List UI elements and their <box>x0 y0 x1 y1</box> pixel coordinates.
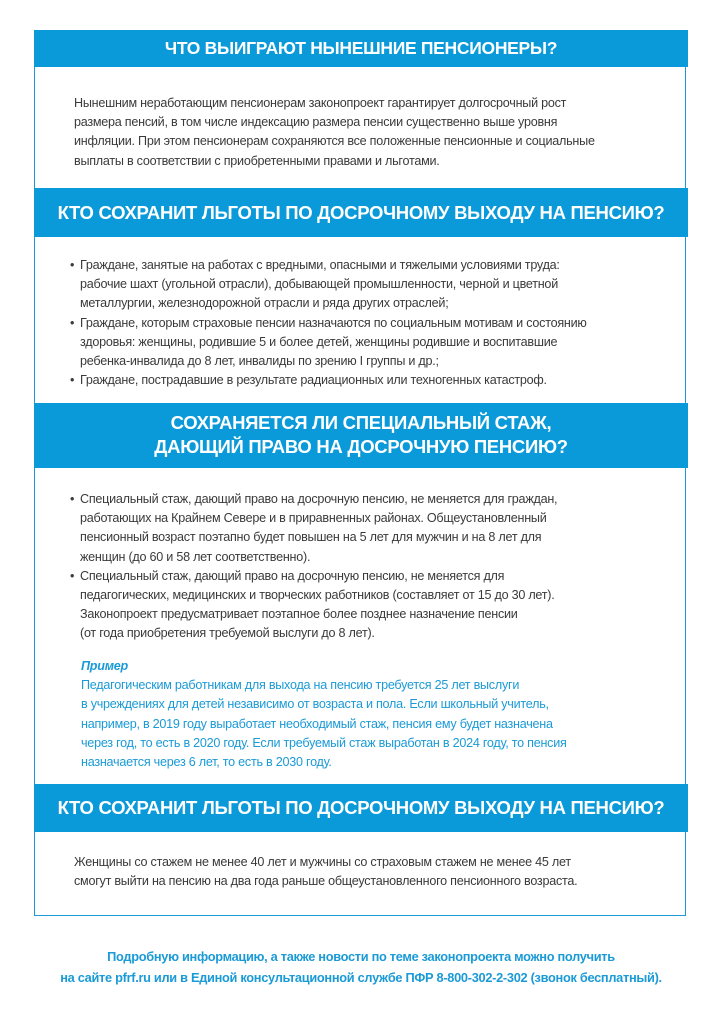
list-item <box>70 490 670 567</box>
text-line: рабочие шахт (угольной отрасли), добывающей промышленности, черной и цветной <box>80 277 558 292</box>
text-line: инфляции. При этом пенсионерам сохраняются все положенные пенсионные и социальные <box>74 134 595 149</box>
text-line: Педагогическим работникам для выхода на пенсию требуется 25 лет выслуги <box>81 678 520 693</box>
bullet-list <box>70 256 670 390</box>
text-line: смогут выйти на пенсию на два года раньше общеустановленного пенсионного возраста. <box>74 874 578 889</box>
list-item <box>70 314 670 372</box>
text-line: пенсионный возраст поэтапно будет повышен на 5 лет для мужчин и на 8 лет для <box>80 530 542 545</box>
text-line: здоровья: женщины, родившие 5 и более детей, женщины родившие и воспитавшие <box>80 334 558 349</box>
section-title: КТО СОХРАНИТ ЛЬГОТЫ ПО ДОСРОЧНОМУ ВЫХОДУ НА ПЕНСИЮ? <box>57 797 665 818</box>
text-line: назначается через 6 лет, то есть в 2030 году. <box>81 755 332 770</box>
text-line: ребенка-инвалида до 8 лет, инвалиды по зрению I группы и др.; <box>80 354 439 369</box>
list-item <box>70 256 670 314</box>
footer-line: на сайте pfrf.ru или в Единой консультационной службе ПФР 8-800-302-2-302 (звонок бесплатный). <box>60 970 662 985</box>
section-title: ЧТО ВЫИГРАЮТ НЫНЕШНИЕ ПЕНСИОНЕРЫ? <box>164 38 558 58</box>
section-title: КТО СОХРАНИТ ЛЬГОТЫ ПО ДОСРОЧНОМУ ВЫХОДУ НА ПЕНСИЮ? <box>57 202 665 223</box>
text-line: (от года приобретения требуемой выслуги до 8 лет). <box>80 626 375 641</box>
text-line: Нынешним неработающим пенсионерам законопроект гарантирует долгосрочный рост <box>74 96 567 110</box>
section-title-line: СОХРАНЯЕТСЯ ЛИ СПЕЦИАЛЬНЫЙ СТАЖ, <box>170 412 552 433</box>
list-item <box>70 371 670 390</box>
text-line: • Специальный стаж, дающий право на досрочную пенсию, не меняется для граждан, <box>80 492 558 506</box>
text-line: размера пенсий, в том числе индексацию размера пенсии существенно выше уровня <box>74 115 558 130</box>
text-line: • Специальный стаж, дающий право на досрочную пенсию, не меняется для <box>80 568 505 583</box>
section-header-early-retirement-benefits <box>34 188 688 237</box>
section-title-line: ДАЮЩИЙ ПРАВО НА ДОСРОЧНУЮ ПЕНСИЮ? <box>154 436 568 457</box>
section-body-early-retirement-benefits <box>70 256 670 390</box>
section-header-long-service-benefits <box>34 784 688 832</box>
footer-contact-info <box>34 946 688 988</box>
text-line: металлургии, железнодорожной отрасли и ряда других отраслей; <box>80 296 449 311</box>
example-title: Пример <box>81 659 128 673</box>
text-line: через год, то есть в 2020 году. Если требуемый стаж выработан в 2024 году, то пенсия <box>81 735 567 750</box>
text-line: Законопроект предусматривает поэтапное более позднее назначение пенсии <box>80 607 518 622</box>
text-line: работающих на Крайнем Севере и в приравненных районах. Общеустановленный <box>80 511 547 526</box>
example-block <box>81 657 681 772</box>
section-header-special-service <box>34 403 688 468</box>
text-line: • Граждане, которым страховые пенсии назначаются по социальным мотивам и состоянию <box>80 315 587 330</box>
text-line: например, в 2019 году выработает необходимый стаж, пенсия ему будет назначена <box>81 716 553 731</box>
section-header-current-pensioners <box>34 30 688 67</box>
footer-line: Подробную информацию, а также новости по теме законопроекта можно получить <box>107 949 615 964</box>
text-line: выплаты в соответствии с приобретенными правами и льготами. <box>74 153 440 168</box>
section-body-special-service <box>70 490 670 644</box>
text-line: • Граждане, занятые на работах с вредными, опасными и тяжелыми условиями труда: <box>80 258 560 272</box>
text-line: женщин (до 60 и 58 лет соответственно). <box>80 549 311 564</box>
text-line: педагогических, медицинских и творческих работников (составляет от 15 до 30 лет). <box>80 588 555 603</box>
section-body-long-service-benefits <box>74 853 674 891</box>
text-line: Женщины со стажем не менее 40 лет и мужчины со страховым стажем не менее 45 лет <box>74 855 571 869</box>
list-item <box>70 567 670 644</box>
text-line: • Граждане, пострадавшие в результате радиационных или техногенных катастроф. <box>80 373 547 388</box>
bullet-list <box>70 490 670 644</box>
text-line: в учреждениях для детей независимо от возраста и пола. Если школьный учитель, <box>81 697 549 712</box>
section-body-current-pensioners <box>74 94 674 171</box>
